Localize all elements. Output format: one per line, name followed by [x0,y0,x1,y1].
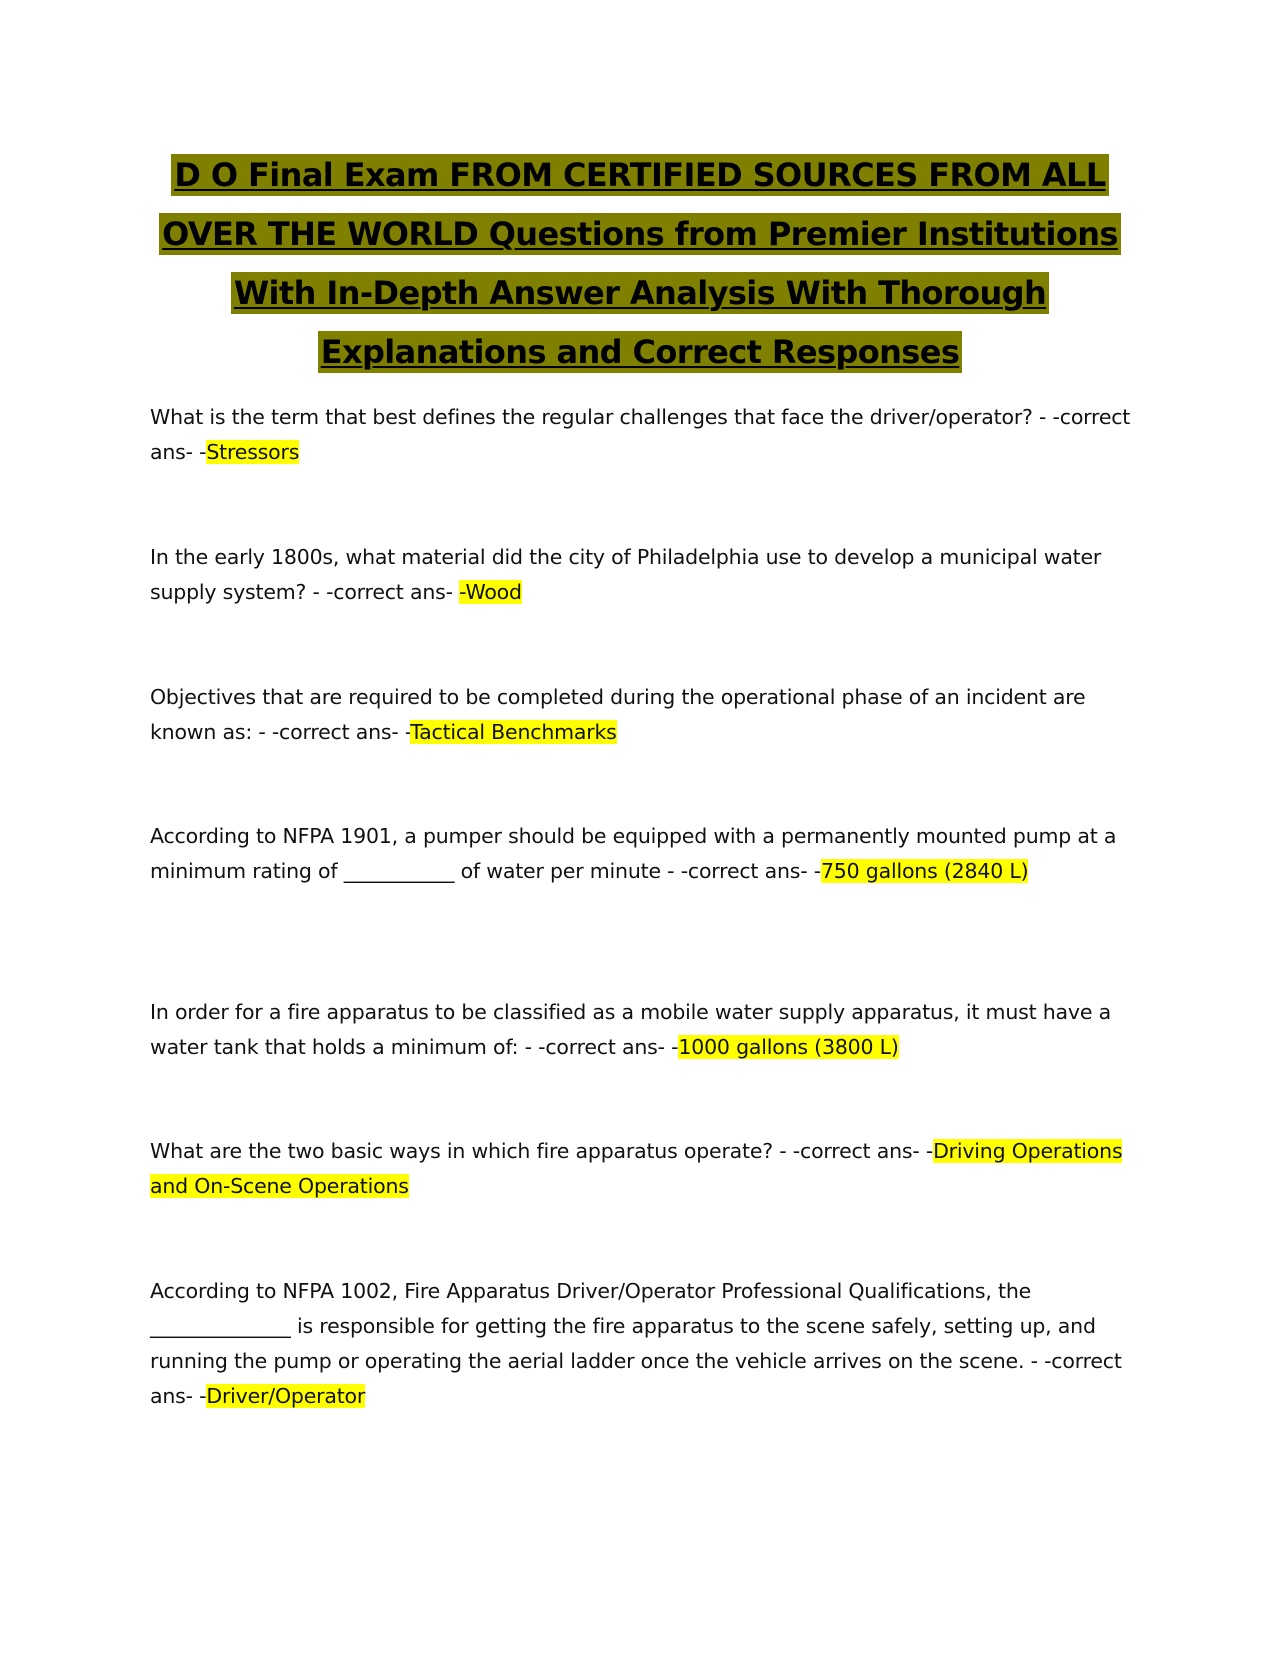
question-text: In order for a fire apparatus to be classified as a mobile water supply apparatus, it must have a water tank that holds a minimum of: - -correct ans- - [150,1000,1111,1059]
qa-item-3 [150,680,1140,750]
qa-item-5 [150,995,1140,1065]
answer-highlight: 1000 gallons (3800 L) [678,1035,899,1059]
qa-item-6 [150,1134,1140,1204]
answer-highlight: Driving Operations and On-Scene Operations [150,1139,1123,1198]
question-text: Objectives that are required to be completed during the operational phase of an incident are known as: - -correct ans- - [150,685,1086,744]
qa-item-7 [150,1274,1140,1414]
answer-highlight: 750 gallons (2840 L) [820,859,1029,883]
question-text: In the early 1800s, what material did the city of Philadelphia use to develop a municipal water supply system? - -correct ans- [150,545,1102,604]
qa-item-1 [150,400,1140,470]
question-text: What are the two basic ways in which fire apparatus operate? - -correct ans- - [150,1139,934,1163]
question-text: According to NFPA 1901, a pumper should be equipped with a permanently mounted pump at a minimum rating of ___________ of water per minute - -correct ans- - [150,824,1117,883]
qa-item-2 [150,540,1140,610]
answer-highlight: Stressors [206,440,300,464]
document-title-text: D O Final Exam FROM CERTIFIED SOURCES FROM ALL OVER THE WORLD Questions from Premier Institutions With In-Depth Answer Analysis With Thorough Explanations and Correct Responses [159,154,1121,373]
question-text: According to NFPA 1002, Fire Apparatus Driver/Operator Professional Qualifications, the ______________ is responsible for getting the fire apparatus to the scene safely, setting up, and running the pump or operating the aerial ladder once the vehicle arrives on the scene. - -correct ans- - [150,1279,1122,1408]
question-text: What is the term that best defines the regular challenges that face the driver/operator? - -correct ans- - [150,405,1131,464]
answer-highlight: Tactical Benchmarks [410,720,617,744]
answer-highlight: -Wood [459,580,522,604]
qa-item-4 [150,819,1140,889]
document-title [150,146,1130,382]
answer-highlight: Driver/Operator [206,1384,366,1408]
